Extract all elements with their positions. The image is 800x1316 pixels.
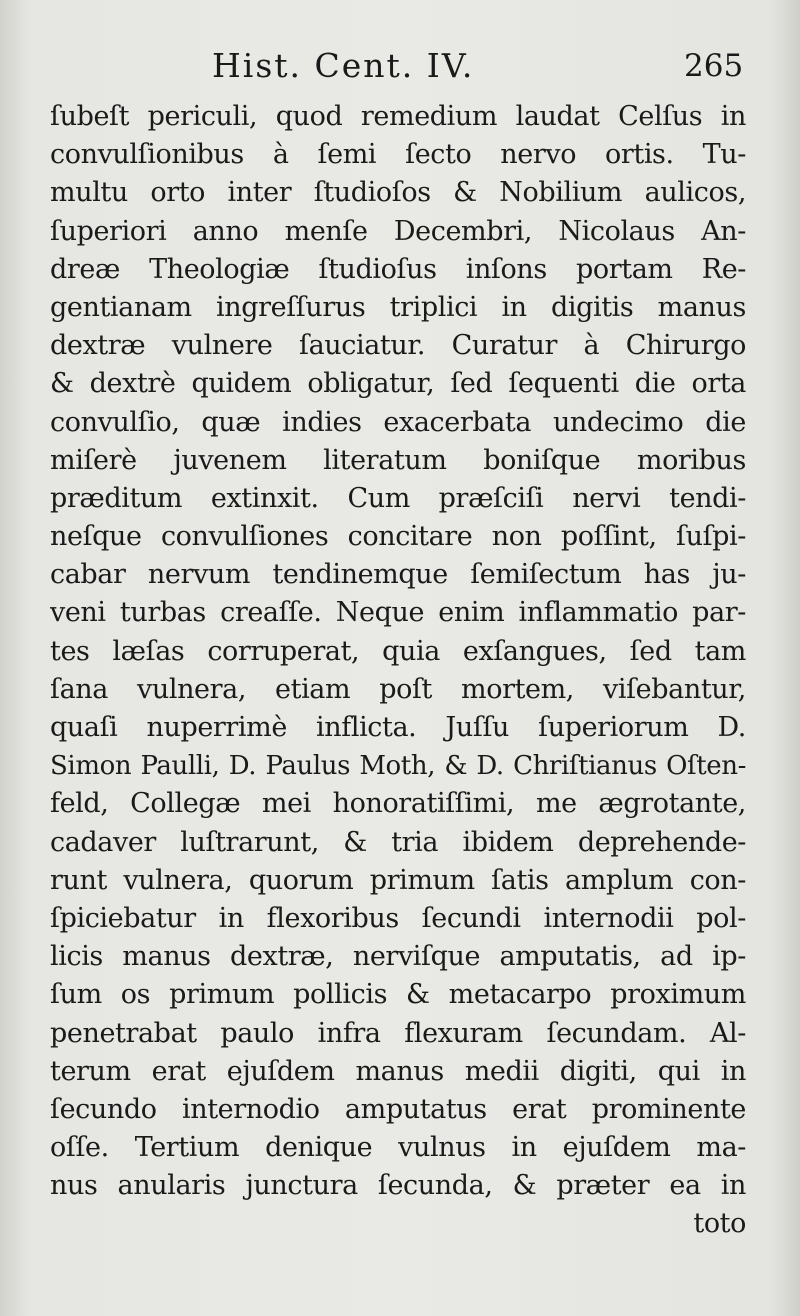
text-line: nus anularis junctura ſecunda, & præter ea in <box>50 1170 746 1202</box>
body-text <box>50 98 746 1244</box>
text-line: præditum extinxit. Cum præſciſi nervi tendi- <box>50 482 746 514</box>
text-line: ſubeſt periculi, quod remedium laudat Celſus in <box>50 101 746 132</box>
catchword: toto <box>693 1208 746 1240</box>
running-head: Hist. Cent. IV. <box>212 46 475 85</box>
text-line: cadaver luſtrarunt, & tria ibidem deprehende- <box>50 826 746 858</box>
text-line: terum erat ejuſdem manus medii digiti, qui in <box>50 1055 746 1087</box>
text-line: feld, Collegæ mei honoratiſſimi, me ægrotante, <box>50 788 746 820</box>
text-line: dreæ Theologiæ ſtudioſus inſons portam Re- <box>50 253 746 285</box>
text-line: & dextrè quidem obligatur, ſed ſequenti die orta <box>50 368 746 400</box>
text-line: gentianam ingreſſurus triplici in digitis manus <box>50 291 746 323</box>
text-line: tes læſas corruperat, quia exſangues, ſed tam <box>50 635 746 667</box>
text-line: ſuperiori anno menſe Decembri, Nicolaus An- <box>50 215 746 247</box>
text-line: miſerè juvenem literatum boniſque moribus <box>50 444 746 476</box>
text-line: dextræ vulnere ſauciatur. Curatur à Chirurgo <box>50 330 746 362</box>
text-line: runt vulnera, quorum primum ſatis amplum con- <box>50 864 746 896</box>
text-line: veni turbas creaſſe. Neque enim inflammatio par- <box>50 597 746 629</box>
text-line: oſſe. Tertium denique vulnus in ejuſdem ma- <box>50 1132 746 1164</box>
text-line: ſecundo internodio amputatus erat prominente <box>50 1093 746 1125</box>
text-line: ſana vulnera, etiam poſt mortem, viſebantur, <box>50 673 746 705</box>
text-line: neſque convulſiones concitare non poſſint, ſuſpi- <box>50 521 746 553</box>
text-line: Simon Paulli, D. Paulus Moth, & D. Chriſtianus Oſten- <box>50 751 746 782</box>
text-line: ſum os primum pollicis & metacarpo proximum <box>50 979 746 1011</box>
text-line: convulſionibus à ſemi ſecto nervo ortis. Tu- <box>50 139 746 171</box>
text-line: multu orto inter ſtudioſos & Nobilium aulicos, <box>50 177 746 209</box>
text-line: cabar nervum tendinemque ſemiſectum has ju- <box>50 559 746 591</box>
text-line: ſpiciebatur in flexoribus ſecundi internodii pol- <box>50 902 746 934</box>
text-line: convulſio, quæ indies exacerbata undecimo die <box>50 406 746 438</box>
page-number: 265 <box>684 48 744 84</box>
page-header <box>0 46 800 90</box>
text-line: licis manus dextræ, nerviſque amputatis, ad ip- <box>50 941 746 973</box>
text-line: quaſi nuperrimè inflicta. Juſſu ſuperiorum D. <box>50 712 746 743</box>
text-line: penetrabat paulo infra flexuram ſecundam. Al- <box>50 1017 746 1049</box>
